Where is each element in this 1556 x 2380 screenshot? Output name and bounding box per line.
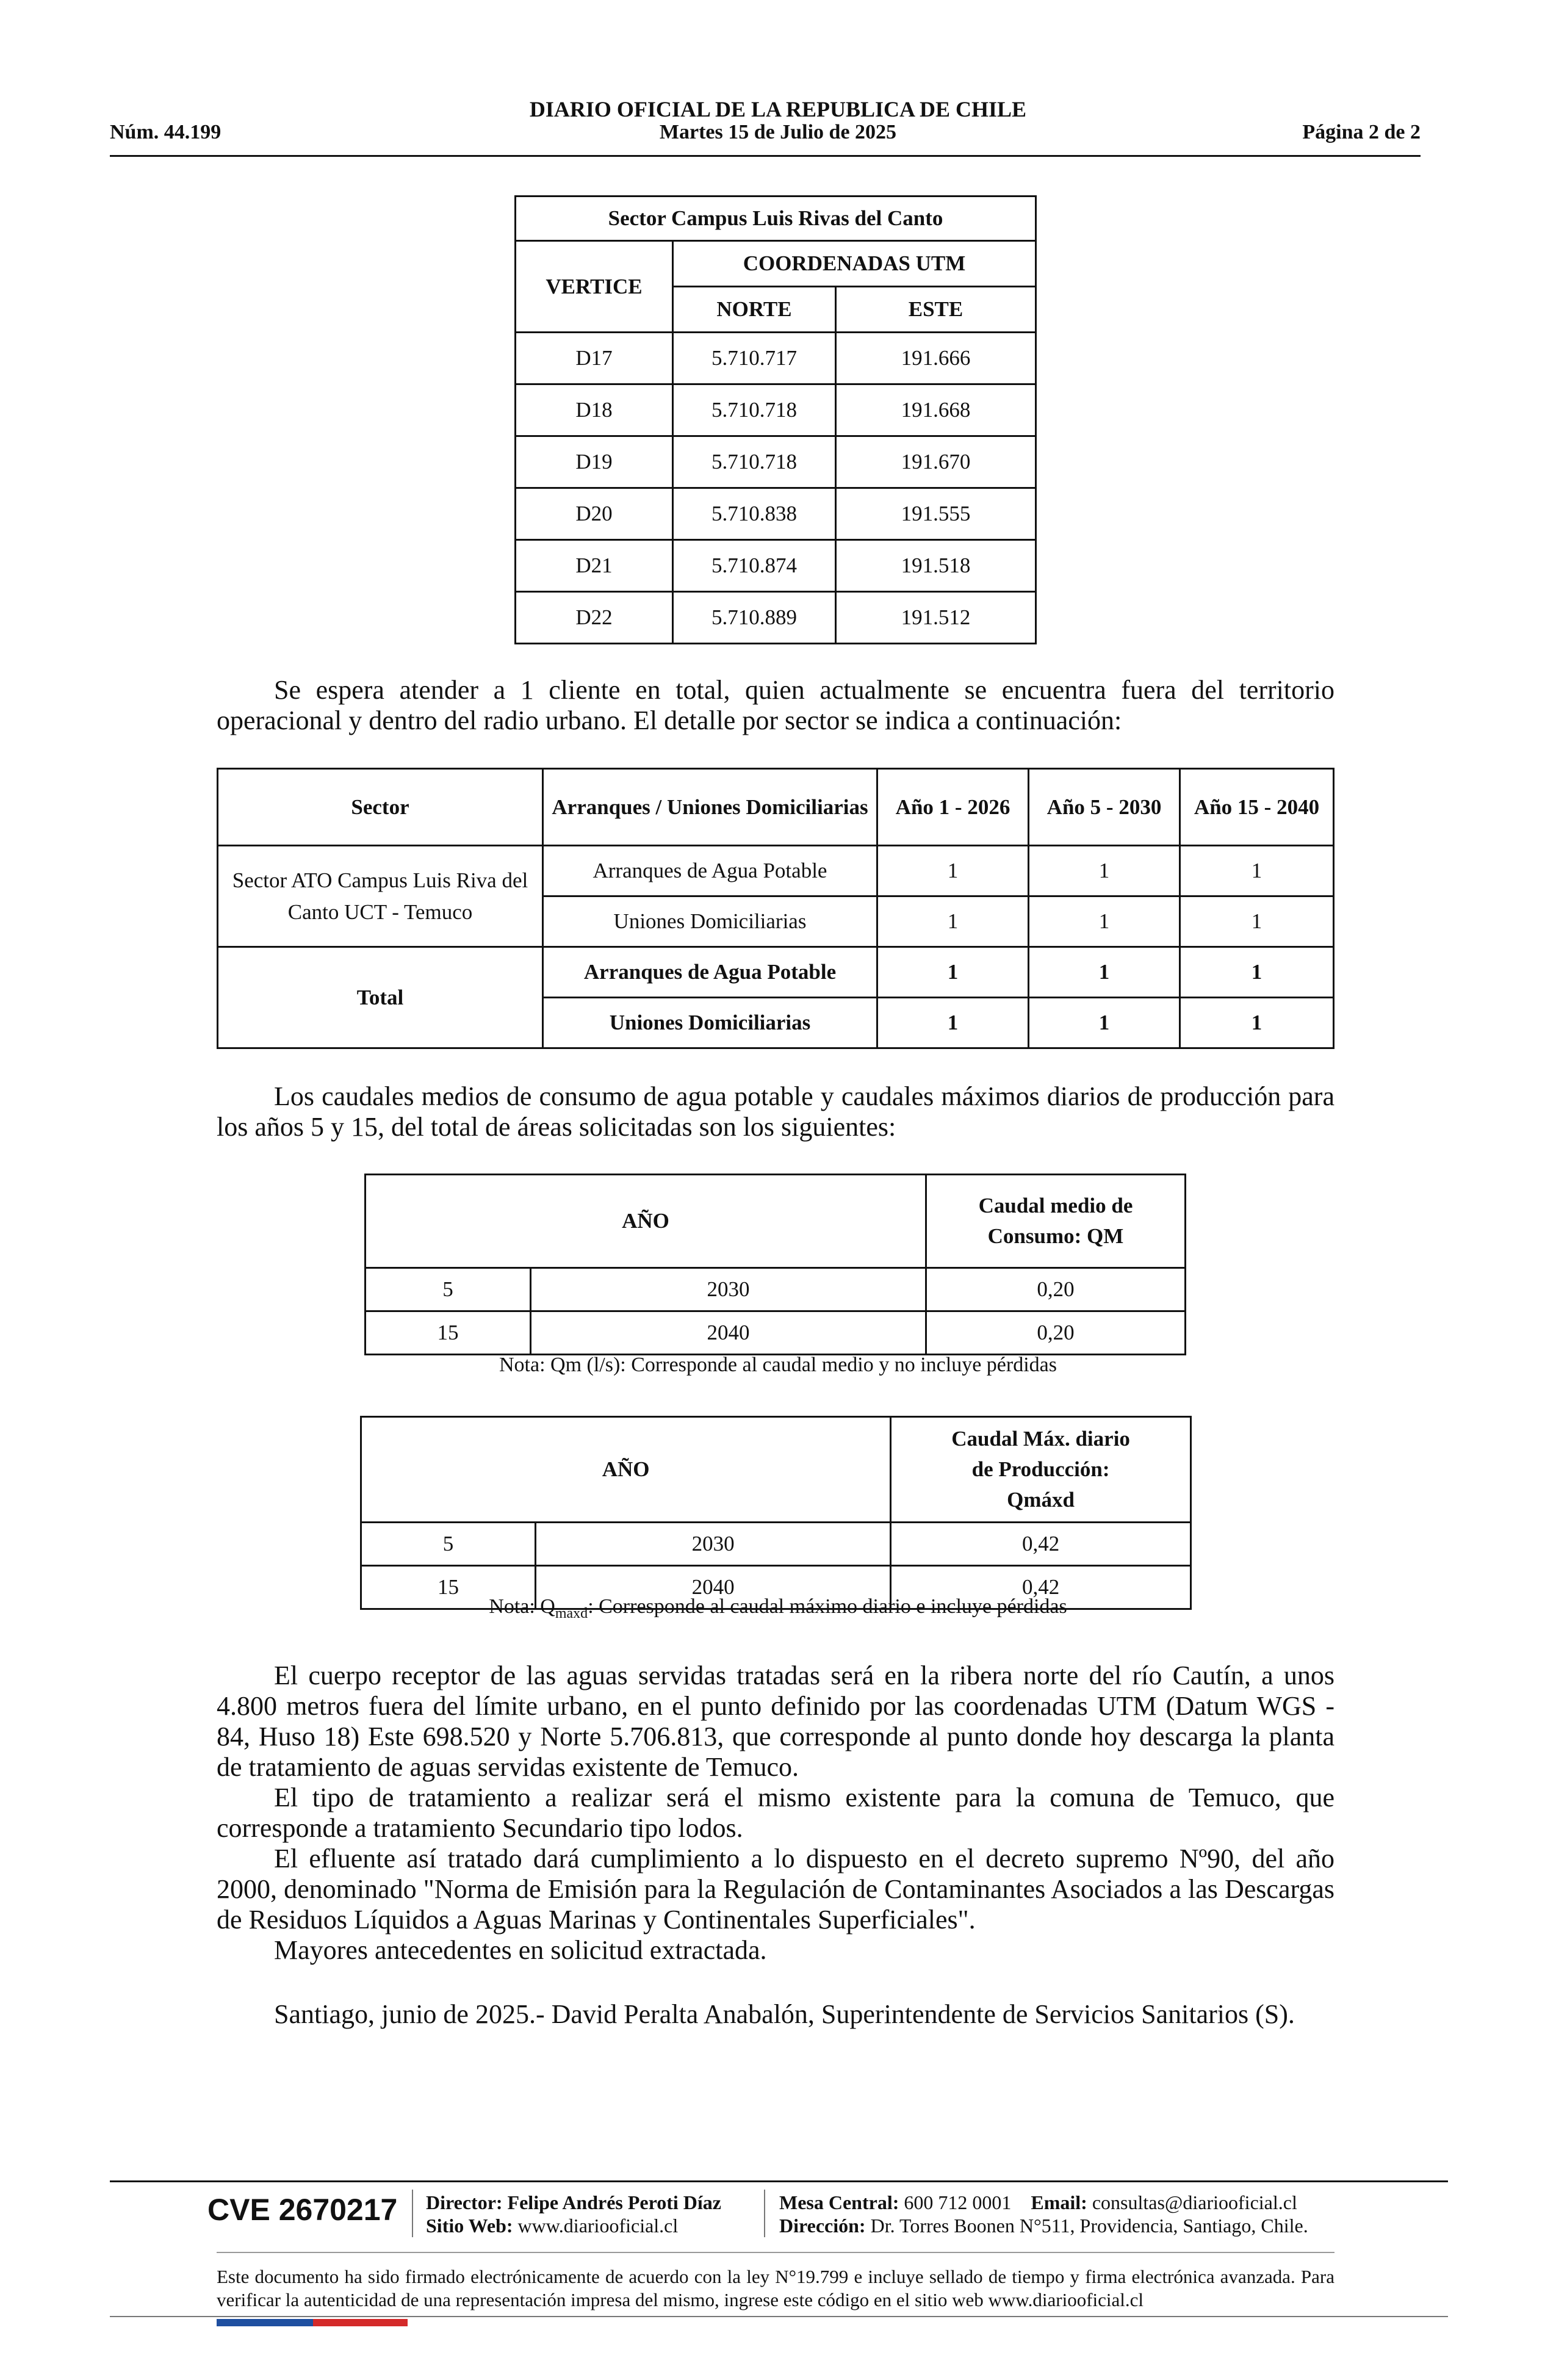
cell: D17	[516, 333, 673, 384]
cell: Arranques de Agua Potable	[543, 846, 877, 896]
max-flow-table	[360, 1416, 1192, 1610]
col-header-norte: NORTE	[673, 287, 836, 333]
paragraph-flows	[217, 1081, 1334, 1142]
col-header-type: Arranques / Uniones Domiciliarias	[543, 769, 877, 846]
footer-separator	[764, 2190, 765, 2237]
col-header-flow	[926, 1175, 1185, 1268]
note-text: : Corresponde al caudal máximo diario e incluye pérdidas	[588, 1595, 1067, 1618]
issue-date: Martes 15 de Julio de 2025	[659, 121, 897, 143]
body-text	[217, 1661, 1334, 1966]
col-header-year5: Año 5 - 2030	[1029, 769, 1180, 846]
cell: 5.710.718	[673, 384, 836, 436]
col-header-flow-line1: Caudal Máx. diario	[951, 1427, 1130, 1451]
table-row	[218, 947, 1334, 998]
table-row	[366, 1311, 1186, 1355]
footer-thin-divider	[217, 2252, 1334, 2253]
footer-director-block	[426, 2191, 721, 2237]
paragraph-more-info: Mayores antecedentes en solicitud extractada.	[274, 1935, 767, 1965]
signature-block	[217, 1999, 1334, 2030]
cell: 5.710.718	[673, 436, 836, 488]
table-row	[516, 436, 1036, 488]
table-title: Sector Campus Luis Rivas del Canto	[516, 197, 1036, 241]
cell: 1	[1029, 846, 1180, 896]
director-label: Director:	[426, 2191, 503, 2213]
paragraph-receiver: El cuerpo receptor de las aguas servidas tratadas será en la ribera norte del río Cautín, a unos 4.800 metros fuera del límite urbano, en el punto definido por las coordenadas UTM (Datum WGS - 84, Huso 18) Este 698.520 y Norte 5.706.813, que corresponde al punto donde hoy descarga la planta de tratamiento de aguas servidas existente de Temuco.	[217, 1661, 1334, 1782]
paragraph-clients	[217, 675, 1334, 736]
cell: 5.710.838	[673, 488, 836, 540]
web-link[interactable]: www.diariooficial.cl	[517, 2215, 679, 2237]
col-header-este: ESTE	[836, 287, 1036, 333]
header-divider	[110, 155, 1421, 157]
flag-stripe-red	[313, 2319, 408, 2326]
cell: 1	[877, 896, 1029, 947]
mesa-label: Mesa Central:	[779, 2191, 899, 2213]
cell: 191.512	[836, 592, 1036, 644]
email-label: Email:	[1031, 2191, 1087, 2213]
gazette-title: DIARIO OFICIAL DE LA REPUBLICA DE CHILE	[529, 97, 1027, 121]
cell: 191.555	[836, 488, 1036, 540]
cell: 5.710.889	[673, 592, 836, 644]
col-header-year: AÑO	[361, 1417, 891, 1523]
table-row	[516, 333, 1036, 384]
table-row	[516, 384, 1036, 436]
col-header-year1: Año 1 - 2026	[877, 769, 1029, 846]
col-header-sector: Sector	[218, 769, 543, 846]
cell: 191.670	[836, 436, 1036, 488]
total-label: Total	[218, 947, 543, 1048]
cell: 2030	[531, 1268, 926, 1311]
address-text: Dr. Torres Boonen N°511, Providencia, Santiago, Chile.	[870, 2215, 1308, 2237]
cell: D22	[516, 592, 673, 644]
cell: 15	[366, 1311, 531, 1355]
col-header-year: AÑO	[366, 1175, 926, 1268]
cell: D18	[516, 384, 673, 436]
cell: D20	[516, 488, 673, 540]
cell: 1	[1180, 998, 1334, 1048]
cell: D21	[516, 540, 673, 592]
page-number: Página 2 de 2	[1302, 121, 1421, 143]
cell: 2040	[531, 1311, 926, 1355]
email-link[interactable]: consultas@diariooficial.cl	[1092, 2191, 1297, 2213]
flag-stripe-blue	[217, 2319, 313, 2326]
web-label: Sitio Web:	[426, 2215, 513, 2237]
coordinates-table	[514, 195, 1037, 644]
cell: 0,20	[926, 1311, 1185, 1355]
cell: 0,42	[891, 1523, 1191, 1566]
table-note	[0, 1595, 1556, 1622]
mesa-phone: 600 712 0001	[904, 2191, 1012, 2213]
signature-text: Santiago, junio de 2025.- David Peralta Anabalón, Superintendente de Servicios Sanitarios (S).	[274, 1999, 1295, 2029]
col-header-flow-line3: Qmáxd	[1007, 1488, 1075, 1512]
col-header-year15: Año 15 - 2040	[1180, 769, 1334, 846]
paragraph-text: Se espera atender a 1 cliente en total, quien actualmente se encuentra fuera del territorio operacional y dentro del radio urbano. El detalle por sector se indica a continuación:	[217, 675, 1334, 735]
cell: 1	[877, 846, 1029, 896]
footer-contact-block	[779, 2191, 1308, 2237]
col-header-vertice: VERTICE	[516, 241, 673, 333]
col-header-flow-line2: de Producción:	[971, 1457, 1110, 1481]
cell: 1	[877, 998, 1029, 1048]
cell: 2030	[536, 1523, 891, 1566]
table-row	[516, 488, 1036, 540]
issue-number: Núm. 44.199	[110, 121, 222, 143]
paragraph-treatment: El tipo de tratamiento a realizar será el mismo existente para la comuna de Temuco, que corresponde a tratamiento Secundario tipo lodos.	[217, 1783, 1334, 1843]
director-name: Felipe Andrés Peroti Díaz	[507, 2191, 721, 2213]
address-label: Dirección:	[779, 2215, 866, 2237]
cve-code: CVE 2670217	[207, 2193, 398, 2227]
mean-flow-table	[364, 1174, 1186, 1355]
cell: Uniones Domiciliarias	[543, 896, 877, 947]
paragraph-effluent: El efluente así tratado dará cumplimiento a lo dispuesto en el decreto supremo Nº90, del año 2000, denominado "Norma de Emisión para la Regulación de Contaminantes Asociados a las Descargas de Residuos Líquidos a Aguas Marinas y Continentales Superficiales".	[217, 1844, 1334, 1935]
footer-bottom-divider	[110, 2316, 1448, 2317]
sector-name: Sector ATO Campus Luis Riva del Canto UCT - Temuco	[218, 846, 543, 947]
col-header-flow-line1: Caudal medio de	[978, 1194, 1133, 1217]
cell: 1	[1180, 846, 1334, 896]
cell: 0,42	[891, 1566, 1191, 1609]
cell: 2040	[536, 1566, 891, 1609]
col-header-flow	[891, 1417, 1191, 1523]
note-prefix: Nota: Q	[489, 1595, 555, 1618]
col-header-group: COORDENADAS UTM	[673, 241, 1036, 287]
cell: Arranques de Agua Potable	[543, 947, 877, 998]
table-note: Nota: Qm (l/s): Corresponde al caudal medio y no incluye pérdidas	[499, 1354, 1057, 1376]
cell: 1	[1029, 947, 1180, 998]
table-row	[516, 540, 1036, 592]
cell: 1	[1029, 998, 1180, 1048]
cell: 1	[1180, 947, 1334, 998]
table-row	[218, 846, 1334, 896]
legal-notice: Este documento ha sido firmado electrónicamente de acuerdo con la ley N°19.799 e incluye sellado de tiempo y firma electrónica avanzada. Para verificar la autenticidad de una representación impresa del mismo, ingrese este código en el sitio web www.diariooficial.cl	[217, 2266, 1334, 2310]
col-header-flow-line2: Consumo: QM	[987, 1224, 1124, 1248]
cell: 5	[366, 1268, 531, 1311]
connections-table	[217, 768, 1334, 1049]
table-row	[366, 1268, 1186, 1311]
footer-separator	[412, 2190, 413, 2237]
cell: 5.710.874	[673, 540, 836, 592]
footer-divider	[110, 2180, 1448, 2182]
cell: 15	[361, 1566, 536, 1609]
note-subscript: maxd	[555, 1605, 588, 1621]
cell: 191.666	[836, 333, 1036, 384]
cell: Uniones Domiciliarias	[543, 998, 877, 1048]
cell: 1	[877, 947, 1029, 998]
cell: 5.710.717	[673, 333, 836, 384]
cell: 1	[1029, 896, 1180, 947]
cell: 1	[1180, 896, 1334, 947]
paragraph-text: Los caudales medios de consumo de agua potable y caudales máximos diarios de producción para los años 5 y 15, del total de áreas solicitadas son los siguientes:	[217, 1081, 1334, 1142]
cell: D19	[516, 436, 673, 488]
table-row	[361, 1523, 1191, 1566]
table-row	[516, 592, 1036, 644]
cell: 0,20	[926, 1268, 1185, 1311]
cell: 5	[361, 1523, 536, 1566]
cell: 191.668	[836, 384, 1036, 436]
cell: 191.518	[836, 540, 1036, 592]
